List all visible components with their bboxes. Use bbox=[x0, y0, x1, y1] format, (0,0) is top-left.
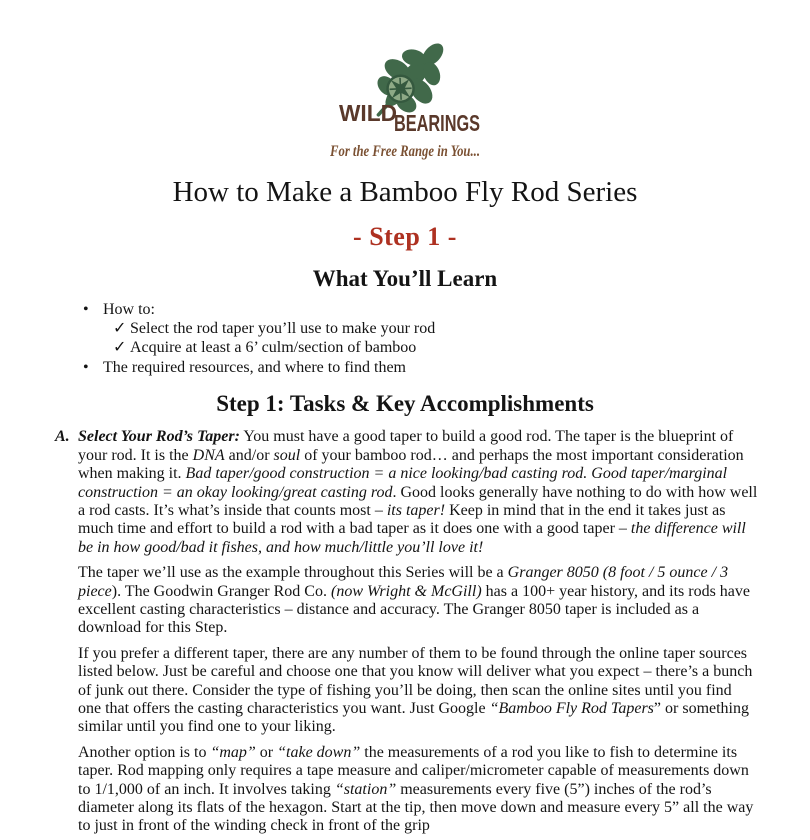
text-run: its taper! bbox=[386, 501, 446, 519]
list-item bbox=[83, 300, 810, 319]
brand-bearings-text: BEARINGS bbox=[394, 110, 480, 136]
text-run: has a 100+ year history, and its rods have excellent casting characteristics – distance and accuracy. The Granger 8050 taper is included as a download for this Step. bbox=[78, 582, 751, 637]
check-marker-icon: ✓ bbox=[113, 319, 127, 337]
bullet-marker: • bbox=[83, 300, 89, 318]
check-item-label: Acquire at least a 6’ culm/section of bamboo bbox=[130, 339, 417, 357]
logo-block bbox=[0, 0, 810, 162]
learn-heading: What You’ll Learn bbox=[312, 266, 498, 292]
text-run: If you prefer a different taper, there are any number of them to be found through the online taper sources listed below. Just be careful and choose one that you know will deliver what you expect – there’s a bunch of junk out there. Consider the type of fishing you’ll be doing, then scan the online sites until you find one that offers the casting characteristics you want. Just Google bbox=[78, 644, 753, 717]
text-run: of your bamboo rod… and perhaps the most important consideration when making it. bbox=[78, 446, 744, 483]
list-item-label: The required resources, and where to find them bbox=[103, 358, 406, 376]
text-run: “map” bbox=[210, 743, 256, 761]
brand-wild-text: WILD bbox=[339, 100, 397, 126]
paragraph bbox=[78, 428, 758, 557]
tasks-heading: Step 1: Tasks & Key Accomplishments bbox=[216, 390, 594, 416]
text-run: “station” bbox=[334, 780, 397, 798]
step-heading: - Step 1 - bbox=[353, 222, 457, 252]
brand-tagline: For the Free Range in You... bbox=[329, 143, 480, 160]
text-run: or bbox=[255, 743, 278, 761]
list-item-label: How to: bbox=[103, 300, 155, 318]
document-title: How to Make a Bamboo Fly Rod Series bbox=[172, 176, 638, 208]
list-item bbox=[83, 358, 810, 377]
text-run: The taper we’ll use as the example throughout this Series will be a bbox=[78, 564, 508, 582]
bullet-marker: • bbox=[83, 358, 89, 376]
text-run: Another option is to bbox=[78, 743, 211, 761]
text-run: the measurements of a rod you like to fish to determine its taper. Rod mapping only requires a tape measure and caliper/micrometer capable of measurements down to 1/1,000 of an inch. It involves taking bbox=[78, 743, 749, 798]
text-run: DNA bbox=[192, 446, 225, 464]
text-run: Select Your Rod’s Taper: bbox=[78, 428, 240, 446]
text-run: “take down” bbox=[277, 743, 361, 761]
text-run: Keep in mind that in the end it takes just as much time and effort to build a rod with a bad taper as it does one with a good taper – bbox=[78, 501, 726, 538]
paragraph bbox=[78, 645, 758, 737]
paragraph bbox=[78, 564, 758, 638]
section-body bbox=[78, 428, 758, 840]
text-run: (now Wright & McGill) bbox=[330, 582, 482, 600]
check-item bbox=[113, 319, 810, 338]
wild-bearings-logo bbox=[290, 27, 520, 162]
text-run: soul bbox=[273, 446, 301, 464]
text-run: ). The Goodwin Granger Rod Co. bbox=[111, 582, 331, 600]
text-run: You must have a good taper to build a good rod. The taper is the blueprint of your rod. It is the bbox=[78, 428, 734, 464]
text-run: Bad taper/good construction = a nice looking/bad casting rod. Good taper/marginal construction = an okay looking/great casting rod bbox=[78, 465, 728, 501]
learn-list bbox=[83, 300, 810, 377]
section-a bbox=[0, 428, 810, 840]
section-label: A. bbox=[55, 428, 70, 446]
text-run: the difference will be in how good/bad it fishes, and how much/little you’ll love it! bbox=[78, 520, 746, 556]
text-run: ” or something similar until you find one to your liking. bbox=[78, 699, 749, 736]
text-run: “Bamboo Fly Rod Tapers bbox=[489, 699, 654, 717]
text-run: Granger 8050 (8 foot / 5 ounce / 3 piece bbox=[78, 564, 729, 600]
check-item-label: Select the rod taper you’ll use to make your rod bbox=[130, 319, 436, 337]
check-marker-icon: ✓ bbox=[113, 339, 127, 357]
text-run: and/or bbox=[224, 446, 274, 464]
check-item bbox=[113, 338, 810, 357]
paragraph bbox=[78, 744, 758, 836]
text-run: measurements every five (5”) inches of the rod’s diameter along its flats of the hexagon. Start at the tip, then move down and measure every 5” all the way to just in front of the winding check in front of the grip bbox=[78, 780, 754, 835]
text-run: . Good looks generally have nothing to do with how well a rod casts. It’s what’s inside that counts most – bbox=[78, 483, 758, 519]
